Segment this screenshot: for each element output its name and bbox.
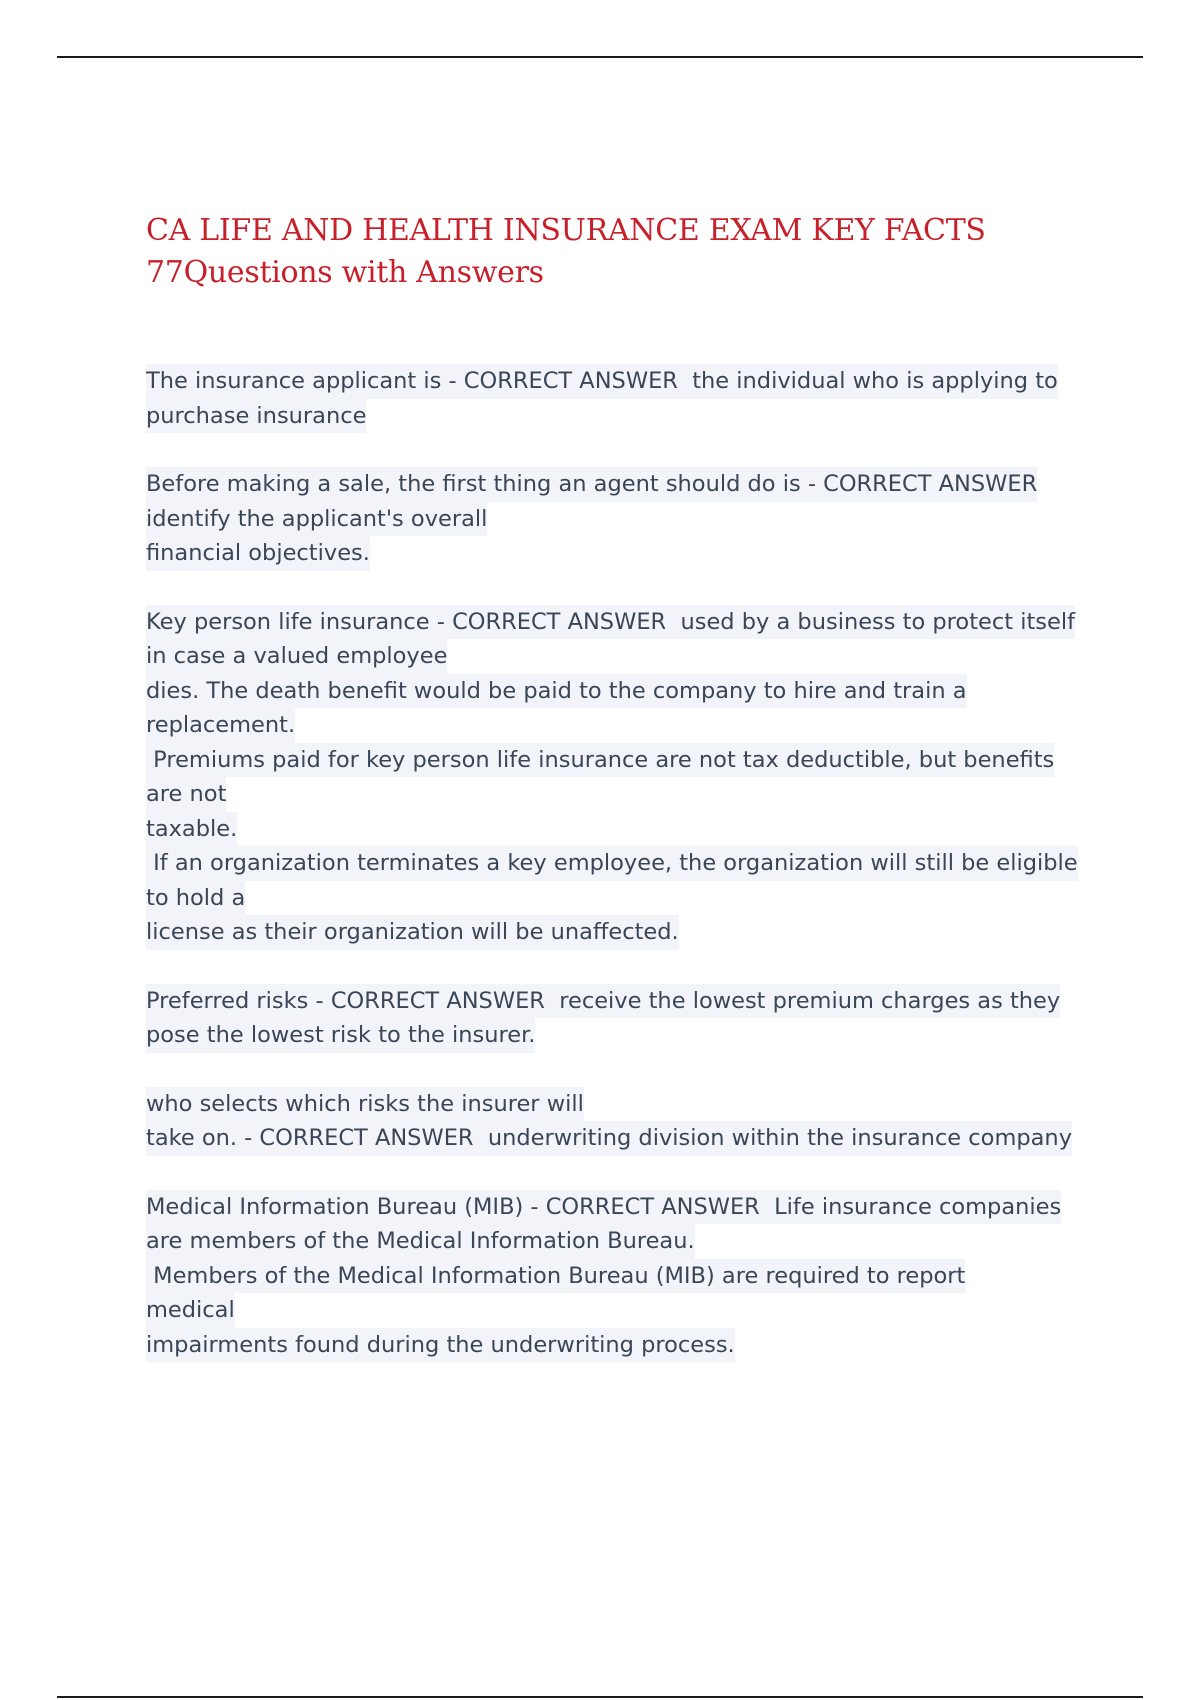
qa-line: to hold a: [146, 881, 245, 916]
qa-line: replacement.: [146, 708, 295, 743]
qa-line: financial objectives.: [146, 536, 370, 571]
qa-line: who selects which risks the insurer will: [146, 1087, 584, 1122]
qa-line: Premiums paid for key person life insurance are not tax deductible, but benefits: [146, 743, 1054, 778]
qa-line: Before making a sale, the first thing an agent should do is - CORRECT ANSWER: [146, 467, 1037, 502]
qa-line: impairments found during the underwriting process.: [146, 1328, 735, 1363]
qa-item-key-person: [146, 605, 1096, 950]
qa-item-preferred-risks: [146, 984, 1096, 1053]
qa-line: taxable.: [146, 812, 237, 847]
qa-line: purchase insurance: [146, 399, 366, 434]
qa-item-applicant: [146, 364, 1096, 433]
qa-line: are members of the Medical Information Bureau.: [146, 1224, 695, 1259]
qa-item-mib: [146, 1190, 1096, 1363]
qa-line: are not: [146, 777, 226, 812]
qa-line: The insurance applicant is - CORRECT ANSWER the individual who is applying to: [146, 364, 1058, 399]
qa-line: dies. The death benefit would be paid to the company to hire and train a: [146, 674, 967, 709]
bottom-rule: [57, 1696, 1143, 1698]
qa-line: take on. - CORRECT ANSWER underwriting division within the insurance company: [146, 1121, 1072, 1156]
document-title: [146, 210, 1096, 294]
qa-line: Medical Information Bureau (MIB) - CORRECT ANSWER Life insurance companies: [146, 1190, 1061, 1225]
qa-line: license as their organization will be unaffected.: [146, 915, 679, 950]
top-rule: [57, 56, 1143, 58]
document-body: [146, 210, 1096, 1396]
qa-line: in case a valued employee: [146, 639, 447, 674]
qa-line: Preferred risks - CORRECT ANSWER receive the lowest premium charges as they: [146, 984, 1060, 1019]
title-line-1: CA LIFE AND HEALTH INSURANCE EXAM KEY FACTS: [146, 213, 986, 248]
qa-line: medical: [146, 1293, 235, 1328]
qa-line: pose the lowest risk to the insurer.: [146, 1018, 535, 1053]
qa-line: Key person life insurance - CORRECT ANSWER used by a business to protect itself: [146, 605, 1075, 640]
qa-item-first-thing: [146, 467, 1096, 571]
qa-line: If an organization terminates a key employee, the organization will still be eligible: [146, 846, 1078, 881]
qa-item-underwriting: [146, 1087, 1096, 1156]
qa-line: identify the applicant's overall: [146, 502, 487, 537]
qa-line: Members of the Medical Information Bureau (MIB) are required to report: [146, 1259, 965, 1294]
title-line-2: 77Questions with Answers: [146, 255, 544, 290]
